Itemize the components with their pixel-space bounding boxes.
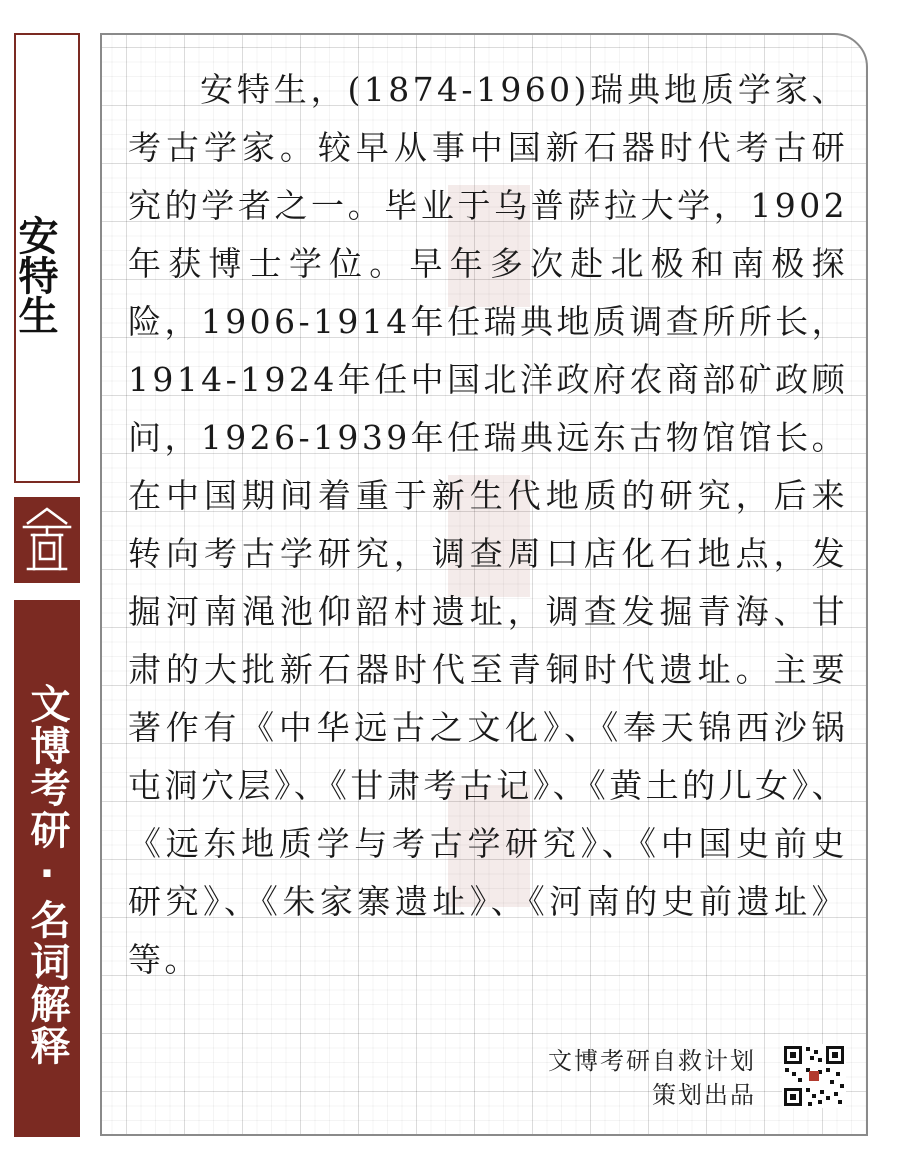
term-title-box <box>14 33 80 483</box>
article-card <box>100 33 868 1136</box>
credit-footer <box>548 1044 756 1112</box>
term-title: 安特生 <box>12 215 58 335</box>
qr-code-icon[interactable] <box>782 1044 846 1108</box>
seal-logo-icon <box>14 497 80 583</box>
column-name-box <box>14 600 80 1137</box>
credit-line-2: 策划出品 <box>652 1081 756 1109</box>
column-name: 文博考研·名词解释 <box>24 683 70 1067</box>
credit-line-1: 文博考研自救计划 <box>548 1047 756 1075</box>
article-body: 安特生，(1874-1960)瑞典地质学家、考古学家。较早从事中国新石器时代考古研究的学者之一。毕业于乌普萨拉大学，1902年获博士学位。早年多次赴北极和南极探险，1906-1914年任瑞典地质调查所所长，1914-1924年任中国北洋政府农商部矿政顾问，1926-1939年任瑞典远东古物馆馆长。在中国期间着重于新生代地质的研究，后来转向考古学研究，调查周口店化石地点，发掘河南渑池仰韶村遗址，调查发掘青海、甘肃的大批新石器时代至青铜时代遗址。主要著作有《中华远古之文化》、《奉天锦西沙锅屯洞穴层》、《甘肃考古记》、《黄土的儿女》、《远东地质学与考古学研究》、《中国史前史研究》、《朱家寨遗址》、《河南的史前遗址》等。 <box>128 70 848 979</box>
